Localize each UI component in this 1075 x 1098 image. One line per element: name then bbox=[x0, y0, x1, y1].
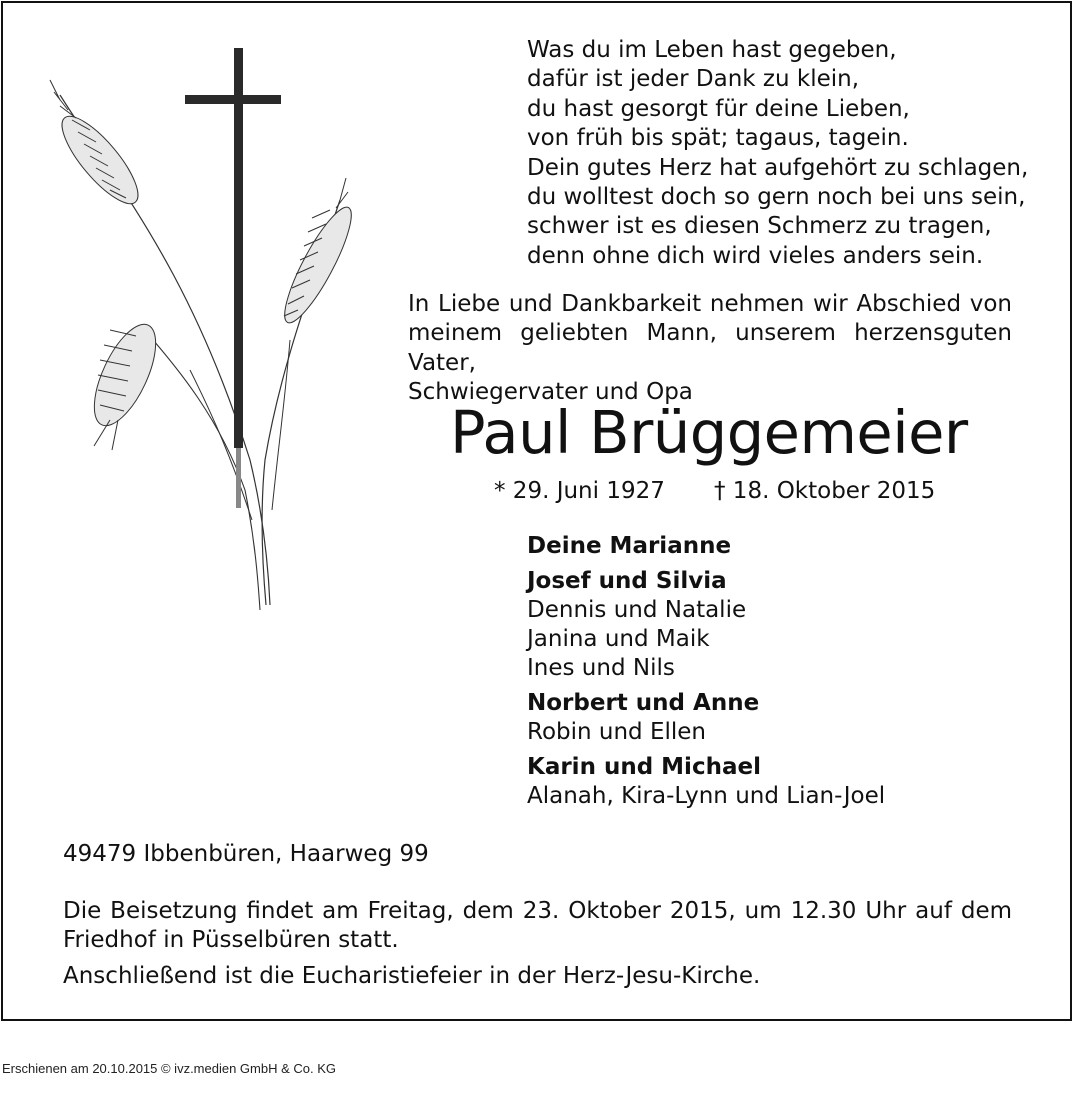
family-member: Janina und Maik bbox=[527, 626, 710, 652]
poem-line: du hast gesorgt für deine Lieben, bbox=[527, 95, 910, 122]
burial-notice bbox=[63, 897, 1012, 991]
poem-line: von früh bis spät; tagaus, tagein. bbox=[527, 125, 909, 152]
poem-line: dafür ist jeder Dank zu klein, bbox=[527, 66, 860, 93]
family-group bbox=[527, 567, 885, 683]
poem-line: denn ohne dich wird vieles anders sein. bbox=[527, 242, 984, 269]
poem-line: du wolltest doch so gern noch bei uns sein, bbox=[527, 184, 1026, 211]
birth-date: * 29. Juni 1927 bbox=[494, 478, 665, 504]
family-group bbox=[527, 753, 885, 811]
death-date: † 18. Oktober 2015 bbox=[714, 478, 936, 504]
cross-wheat-illustration bbox=[40, 40, 370, 620]
cross-icon bbox=[185, 48, 281, 508]
family-group bbox=[527, 689, 885, 747]
wheat-ears-icon bbox=[50, 80, 362, 610]
poem-line: Dein gutes Herz hat aufgehört zu schlagen, bbox=[527, 154, 1029, 181]
farewell-intro bbox=[408, 290, 1012, 408]
family-group-head: Karin und Michael bbox=[527, 754, 761, 780]
intro-line: meinem geliebten Mann, unserem herzensguten Vater, bbox=[408, 320, 1012, 376]
burial-line: Friedhof in Püsselbüren statt. bbox=[63, 927, 399, 953]
intro-line: Schwiegervater und Opa bbox=[408, 379, 693, 406]
poem-line: schwer ist es diesen Schmerz zu tragen, bbox=[527, 213, 992, 240]
publication-footer: Erschienen am 20.10.2015 © ivz.medien GmbH & Co. KG bbox=[2, 1061, 337, 1076]
address: 49479 Ibbenbüren, Haarweg 99 bbox=[63, 841, 429, 867]
poem bbox=[527, 36, 1028, 271]
life-dates bbox=[494, 476, 936, 506]
family-group-head: Deine Marianne bbox=[527, 533, 732, 559]
family-group bbox=[527, 532, 885, 561]
poem-line: Was du im Leben hast gegeben, bbox=[527, 37, 897, 63]
burial-line: Die Beisetzung findet am Freitag, dem 23. Oktober 2015, um 12.30 Uhr auf dem bbox=[63, 898, 1012, 924]
family-member: Robin und Ellen bbox=[527, 719, 707, 745]
family-list bbox=[527, 532, 885, 817]
family-member: Alanah, Kira-Lynn und Lian-Joel bbox=[527, 783, 886, 809]
intro-line: In Liebe und Dankbarkeit nehmen wir Abschied von bbox=[408, 291, 1012, 317]
burial-line: Anschließend ist die Eucharistiefeier in der Herz-Jesu-Kirche. bbox=[63, 963, 761, 989]
deceased-name: Paul Brüggemeier bbox=[450, 398, 968, 467]
family-member: Ines und Nils bbox=[527, 655, 675, 681]
family-member: Dennis und Natalie bbox=[527, 597, 747, 623]
family-group-head: Josef und Silvia bbox=[527, 568, 727, 594]
family-group-head: Norbert und Anne bbox=[527, 690, 760, 716]
